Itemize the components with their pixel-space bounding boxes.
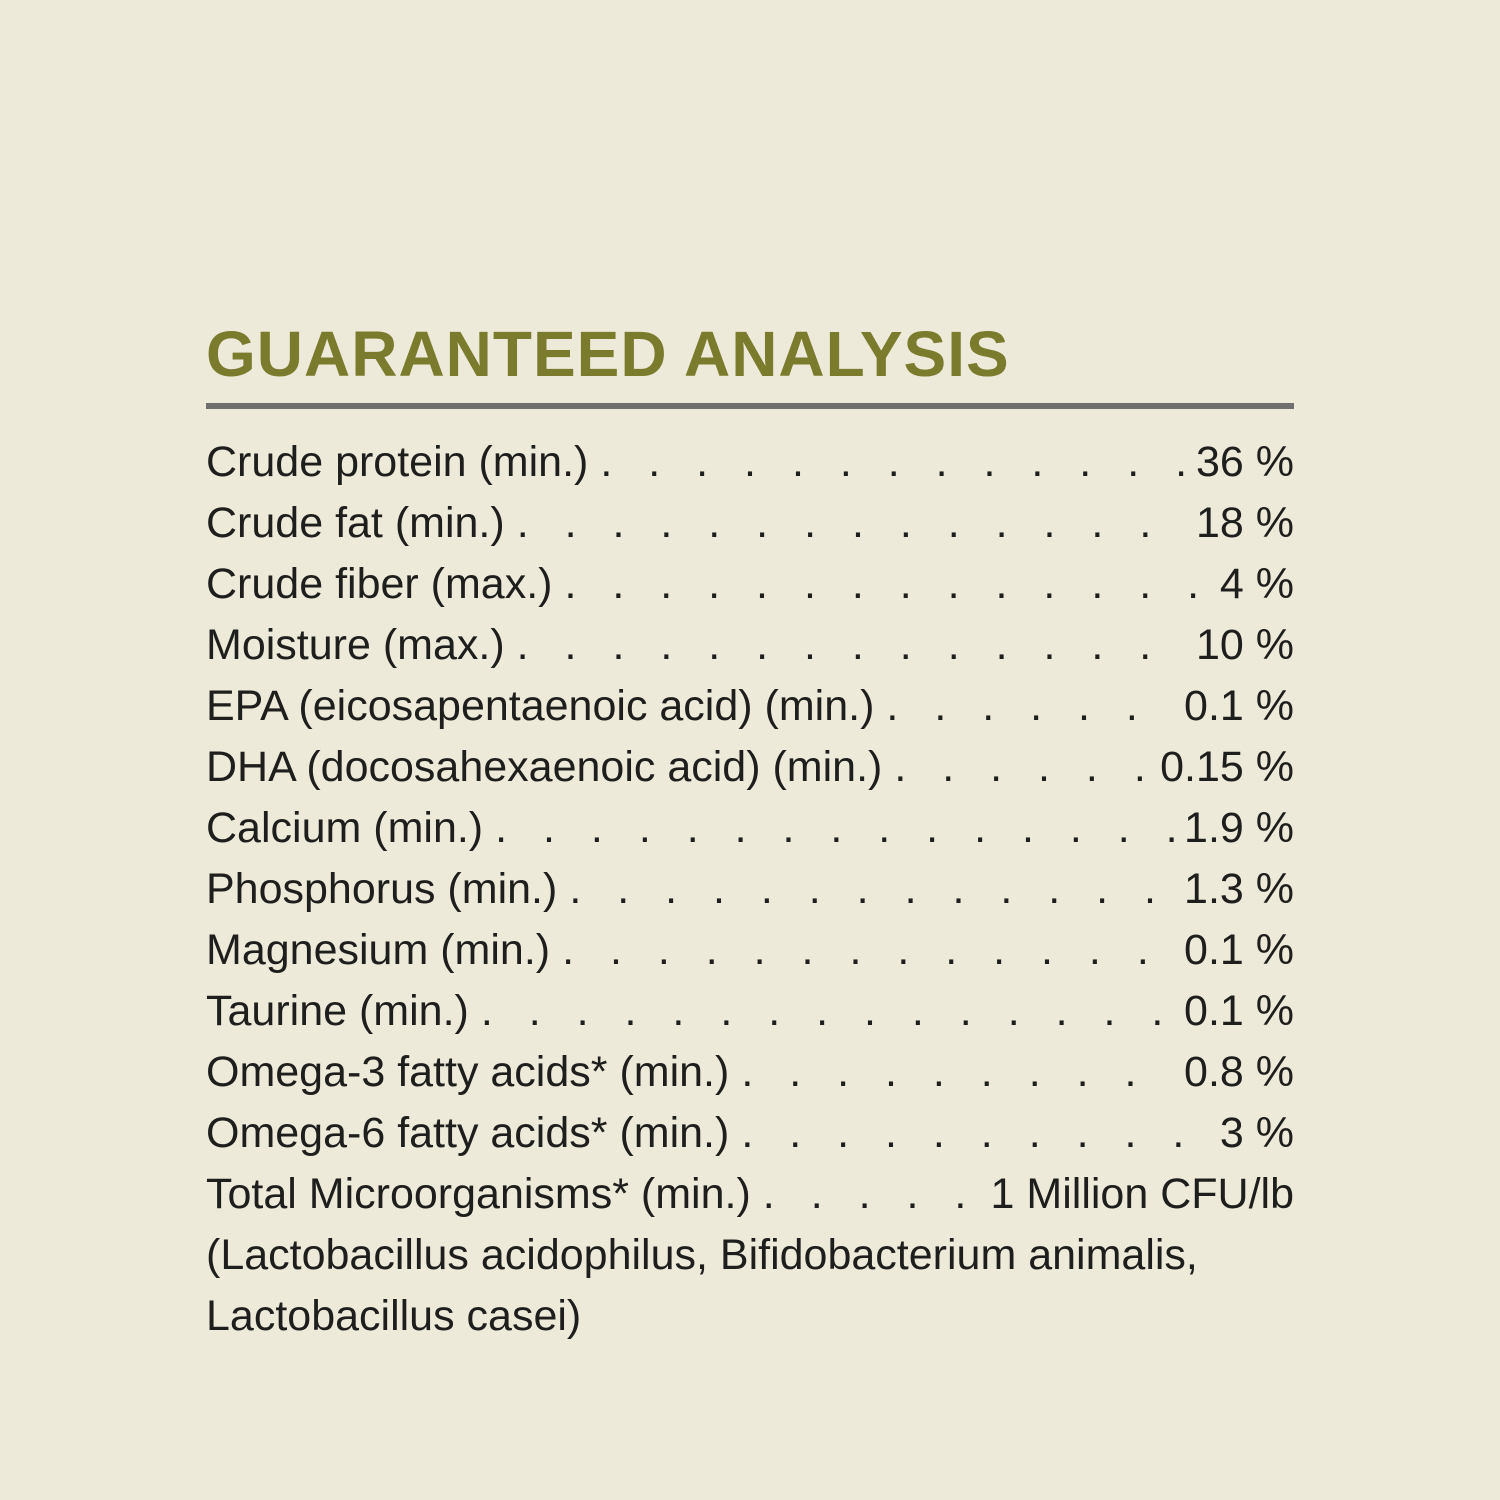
dot-leader bbox=[562, 920, 1174, 981]
analysis-rows bbox=[206, 432, 1294, 1347]
analysis-row-crude-fiber bbox=[206, 554, 1294, 615]
nutrient-value: 18 % bbox=[1195, 499, 1294, 547]
dot-leader bbox=[564, 554, 1209, 615]
nutrient-label: Total Microorganisms* (min.) bbox=[206, 1170, 751, 1218]
nutrient-label: Omega-3 fatty acids* (min.) bbox=[206, 1048, 730, 1096]
analysis-row-taurine bbox=[206, 981, 1294, 1042]
analysis-row-omega-3 bbox=[206, 1042, 1294, 1103]
nutrient-label: Crude fat (min.) bbox=[206, 499, 505, 547]
analysis-row-crude-protein bbox=[206, 432, 1294, 493]
analysis-row-crude-fat bbox=[206, 493, 1294, 554]
nutrient-value: 10 % bbox=[1195, 621, 1294, 669]
microorganisms-footnote-line-1: (Lactobacillus acidophilus, Bifidobacterium animalis, bbox=[206, 1231, 1198, 1279]
analysis-row-total-microorganisms bbox=[206, 1164, 1294, 1225]
analysis-row-omega-6 bbox=[206, 1103, 1294, 1164]
nutrient-value: 1.3 % bbox=[1184, 865, 1294, 913]
nutrient-label: DHA (docosahexaenoic acid) (min.) bbox=[206, 743, 883, 791]
nutrient-value: 1 Million CFU/lb bbox=[990, 1170, 1294, 1218]
dot-leader bbox=[600, 432, 1186, 493]
nutrient-label: Crude protein (min.) bbox=[206, 438, 589, 486]
nutrient-label: EPA (eicosapentaenoic acid) (min.) bbox=[206, 682, 875, 730]
dot-leader bbox=[741, 1042, 1174, 1103]
dot-leader bbox=[481, 981, 1174, 1042]
nutrient-value: 0.1 % bbox=[1184, 682, 1294, 730]
analysis-row-magnesium bbox=[206, 920, 1294, 981]
nutrient-label: Taurine (min.) bbox=[206, 987, 469, 1035]
dot-leader bbox=[763, 1164, 981, 1225]
microorganisms-footnote-line-2: Lactobacillus casei) bbox=[206, 1292, 582, 1340]
nutrient-label: Crude fiber (max.) bbox=[206, 560, 553, 608]
analysis-row-dha bbox=[206, 737, 1294, 798]
dot-leader bbox=[894, 737, 1150, 798]
nutrient-label: Moisture (max.) bbox=[206, 621, 505, 669]
guaranteed-analysis-panel bbox=[206, 318, 1294, 1347]
analysis-row-calcium bbox=[206, 798, 1294, 859]
dot-leader bbox=[886, 676, 1174, 737]
nutrient-value: 1.9 % bbox=[1184, 804, 1294, 852]
nutrient-value: 0.8 % bbox=[1184, 1048, 1294, 1096]
nutrient-value: 0.1 % bbox=[1184, 987, 1294, 1035]
analysis-row-moisture bbox=[206, 615, 1294, 676]
nutrient-label: Omega-6 fatty acids* (min.) bbox=[206, 1109, 730, 1157]
dot-leader bbox=[517, 615, 1186, 676]
dot-leader bbox=[569, 859, 1174, 920]
analysis-row-phosphorus bbox=[206, 859, 1294, 920]
nutrient-value: 0.15 % bbox=[1160, 743, 1294, 791]
dot-leader bbox=[517, 493, 1186, 554]
nutrient-value: 36 % bbox=[1195, 438, 1294, 486]
nutrient-value: 3 % bbox=[1219, 1109, 1294, 1157]
nutrient-value: 0.1 % bbox=[1184, 926, 1294, 974]
panel-title: GUARANTEED ANALYSIS bbox=[206, 318, 1010, 390]
nutrient-label: Magnesium (min.) bbox=[206, 926, 551, 974]
title-divider-rule bbox=[206, 403, 1294, 409]
analysis-row-epa bbox=[206, 676, 1294, 737]
dot-leader bbox=[495, 798, 1174, 859]
nutrient-value: 4 % bbox=[1219, 560, 1294, 608]
nutrient-label: Phosphorus (min.) bbox=[206, 865, 558, 913]
nutrient-label: Calcium (min.) bbox=[206, 804, 484, 852]
dot-leader bbox=[741, 1103, 1210, 1164]
